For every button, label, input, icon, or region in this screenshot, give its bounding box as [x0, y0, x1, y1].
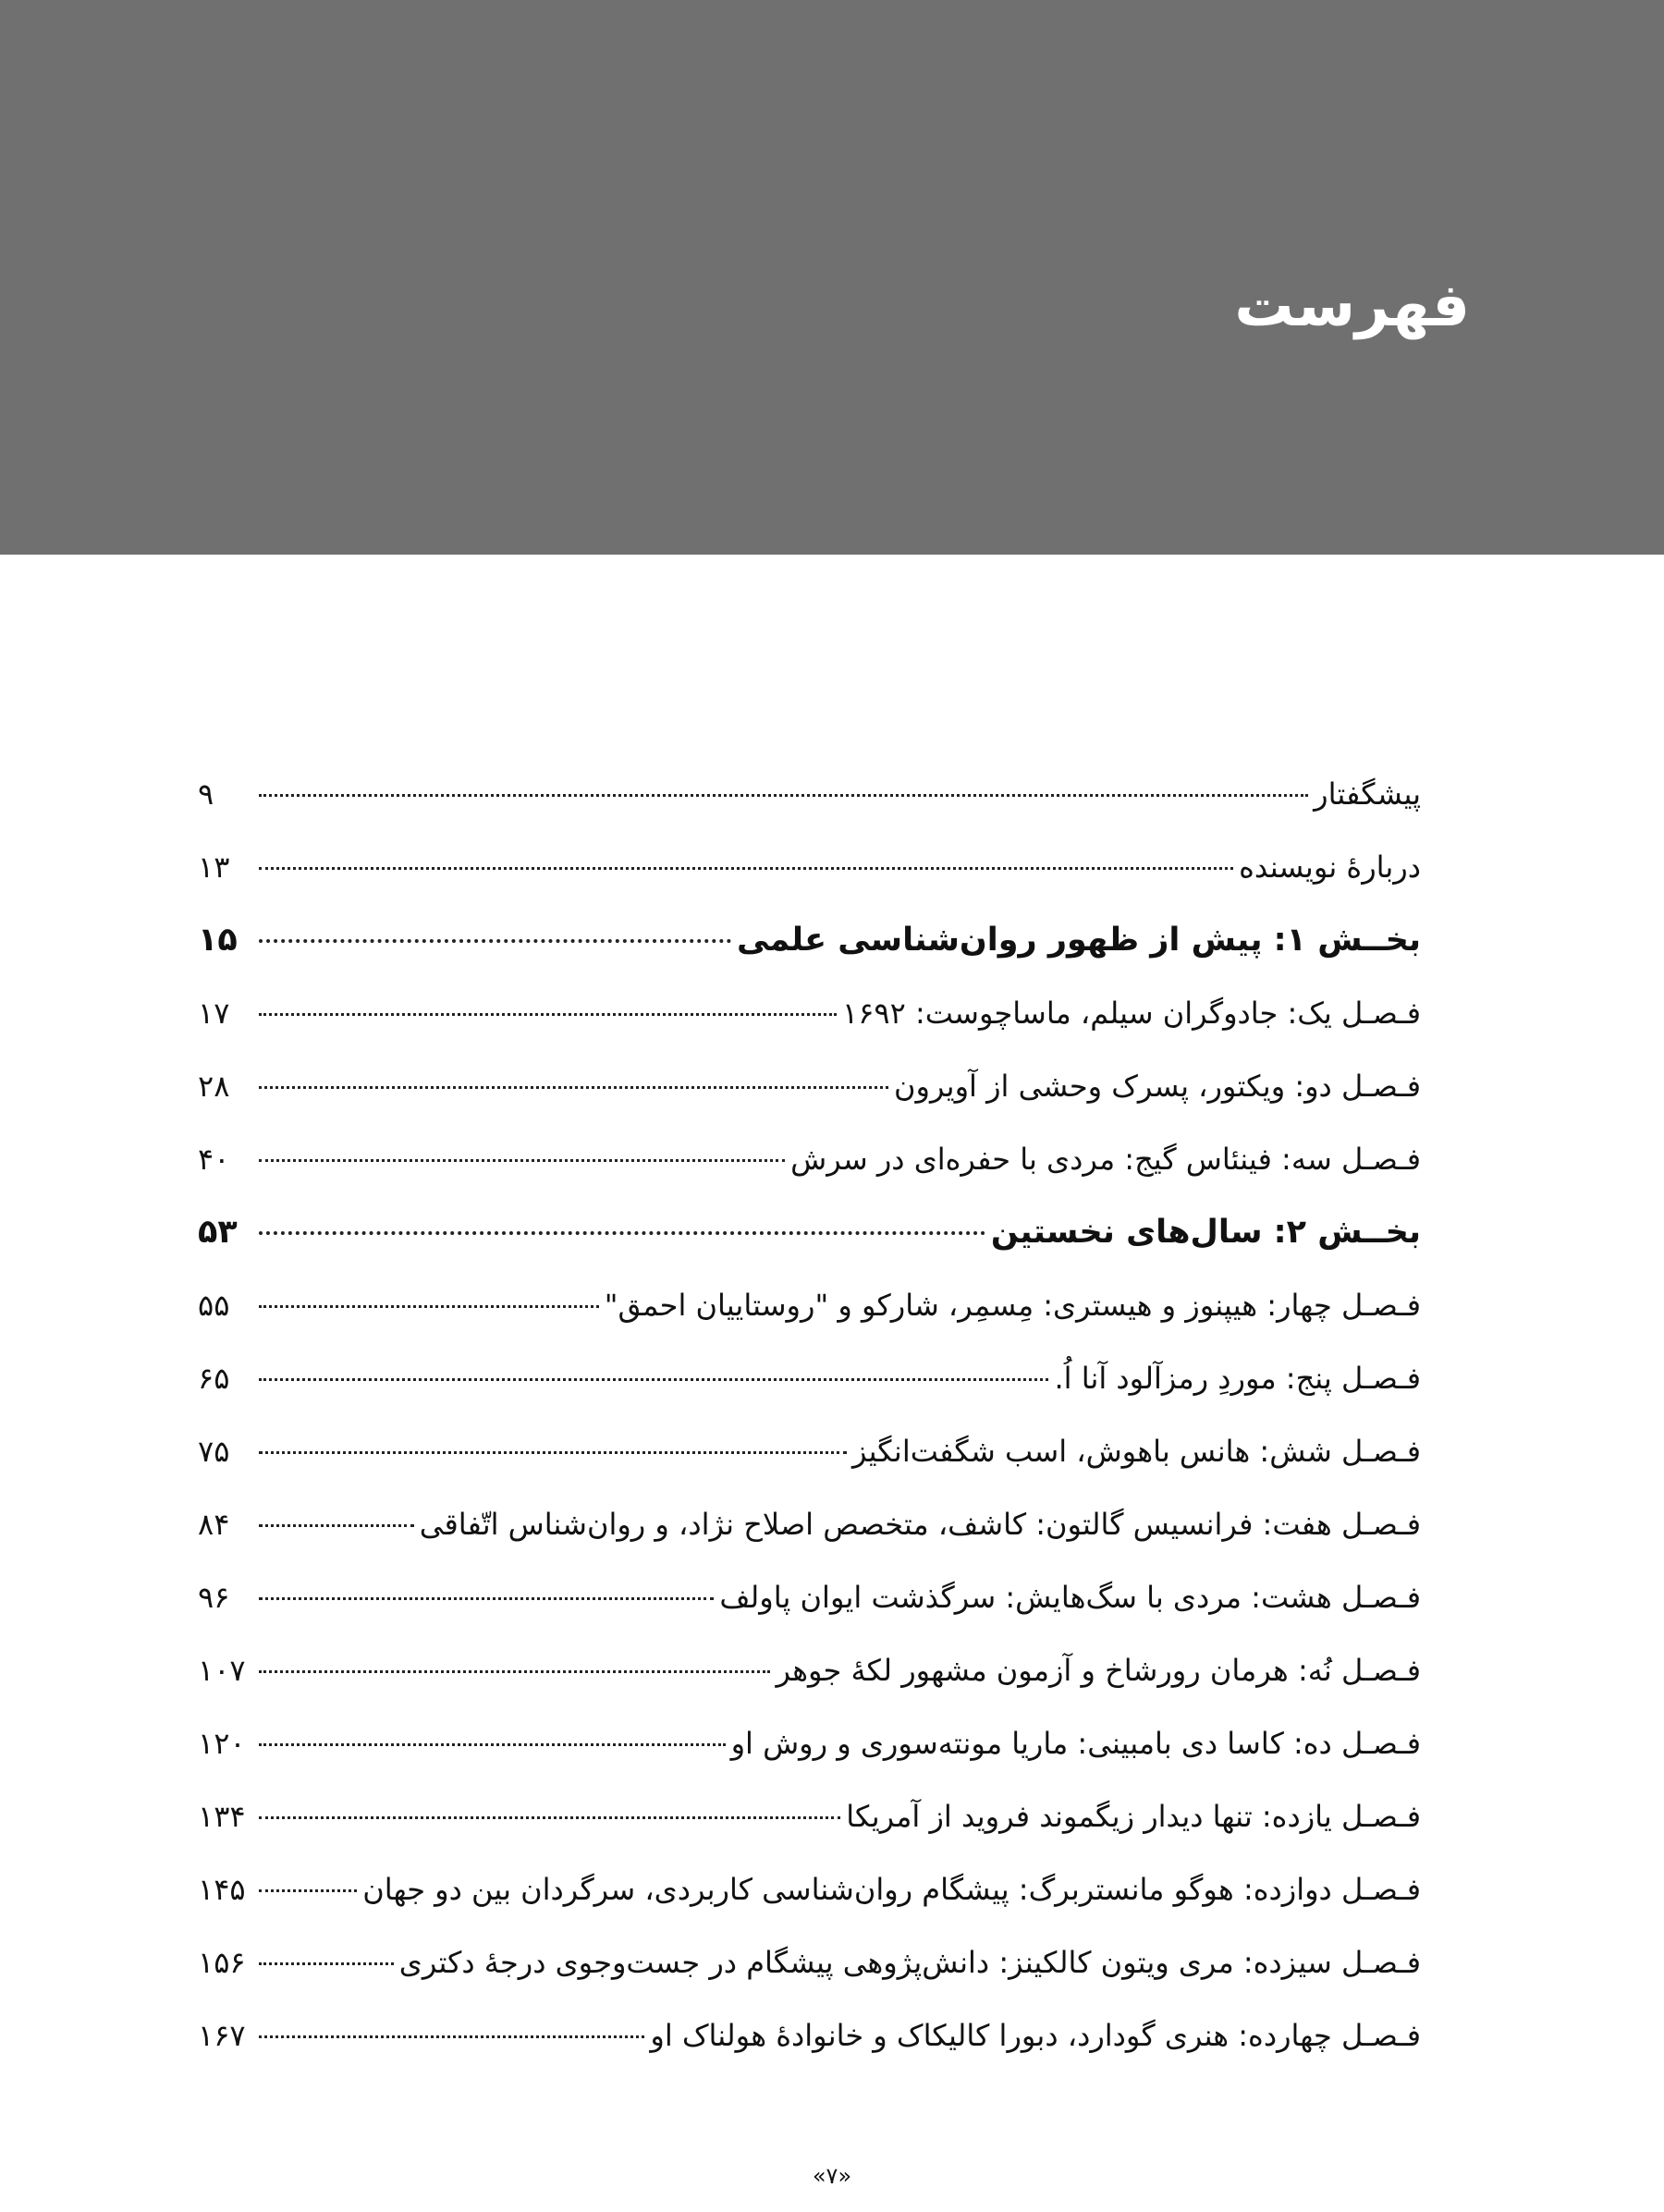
toc-entry-row[interactable]	[198, 1123, 1421, 1196]
toc-entry-row[interactable]	[198, 1415, 1421, 1488]
toc-page-number: ۷۵	[198, 1434, 230, 1469]
toc-dot-leader	[259, 1816, 840, 1819]
toc-entry-title: فـصـل دو: ویکتور، پسرک وحشی از آویرون	[894, 1069, 1421, 1104]
toc-entry-title: پیشگفتار	[1314, 776, 1421, 812]
toc-entry-title: فـصـل سیزده: مری ویتون کالکینز: دانش‌پژوهی پیشگام در جست‌وجوی درجهٔ دکتری	[398, 1945, 1421, 1980]
toc-page-number: ۱۵	[198, 922, 238, 959]
toc-page-number: ۱۰۷	[198, 1653, 246, 1688]
toc-dot-leader	[259, 939, 731, 943]
toc-page-number: ۶۵	[198, 1361, 230, 1396]
toc-entry-title: فـصـل یازده: تنها دیدار زیگموند فروید از آمریکا	[846, 1799, 1421, 1834]
toc-dot-leader	[259, 1378, 1048, 1381]
toc-page-number: ۱۲۰	[198, 1726, 246, 1761]
toc-dot-leader	[259, 1670, 770, 1673]
toc-entry-title: فـصـل سه: فینئاس گیج: مردی با حفره‌ای در سرش	[790, 1142, 1421, 1177]
toc-entry-title: فـصـل چهار: هیپنوز و هیستری: مِسمِر، شارکو و "روستاییان احمق"	[604, 1288, 1421, 1323]
toc-entry-row[interactable]	[198, 831, 1421, 904]
toc-dot-leader	[259, 1305, 599, 1308]
toc-dot-leader	[259, 1743, 726, 1746]
page-number: «۷»	[812, 2163, 852, 2189]
toc-entry-row[interactable]	[198, 758, 1421, 831]
toc-page-number: ۱۳۴	[198, 1799, 246, 1834]
table-of-contents	[198, 758, 1421, 2072]
toc-entry-title: دربارهٔ نویسنده	[1239, 849, 1421, 885]
toc-page-number: ۱۴۵	[198, 1872, 246, 1907]
toc-dot-leader	[259, 2035, 644, 2038]
toc-page-number: ۹	[198, 776, 214, 812]
toc-dot-leader	[259, 1231, 985, 1235]
toc-dot-leader	[259, 1524, 414, 1527]
toc-entry-row[interactable]	[198, 1050, 1421, 1123]
toc-page-number: ۱۳	[198, 849, 230, 885]
toc-entry-row[interactable]	[198, 1853, 1421, 1926]
toc-entry-row[interactable]	[198, 1707, 1421, 1780]
toc-dot-leader	[259, 1962, 394, 1965]
toc-dot-leader	[259, 1889, 357, 1892]
toc-dot-leader	[259, 1086, 888, 1089]
toc-entry-title: فـصـل شش: هانس باهوش، اسب شگفت‌انگیز	[851, 1434, 1421, 1469]
toc-page-number: ۲۸	[198, 1069, 230, 1104]
toc-entry-title: فـصـل دوازده: هوگو مانستربرگ: پیشگام روان‌شناسی کاربردی، سرگردان بین دو جهان	[362, 1872, 1421, 1907]
toc-part-row[interactable]	[198, 1196, 1421, 1269]
toc-entry-title: فـصـل ده: کاسا دی بامبینی: ماریا مونته‌سوری و روش او	[730, 1726, 1421, 1761]
toc-entry-row[interactable]	[198, 977, 1421, 1050]
toc-page-number: ۸۴	[198, 1507, 230, 1542]
toc-entry-title: فـصـل هشت: مردی با سگ‌هایش: سرگذشت ایوان پاولف	[719, 1580, 1421, 1615]
toc-entry-title: فـصـل نُه: هرمان رورشاخ و آزمون مشهور لکهٔ جوهر	[776, 1653, 1421, 1688]
toc-dot-leader	[259, 867, 1233, 870]
toc-entry-title: فـصـل پنج: موردِ رمزآلود آنا اُ.	[1054, 1361, 1421, 1396]
toc-page-number: ۹۶	[198, 1580, 230, 1615]
toc-entry-row[interactable]	[198, 1926, 1421, 1999]
toc-entry-row[interactable]	[198, 1342, 1421, 1415]
toc-entry-title: بخــش ۱: پیش از ظهور روان‌شناسی علمی	[737, 922, 1421, 959]
toc-page-number: ۵۳	[198, 1214, 238, 1251]
toc-part-row[interactable]	[198, 904, 1421, 977]
toc-entry-row[interactable]	[198, 1269, 1421, 1342]
toc-entry-row[interactable]	[198, 1634, 1421, 1707]
toc-page-number: ۴۰	[198, 1142, 230, 1177]
toc-entry-row[interactable]	[198, 1780, 1421, 1853]
toc-entry-row[interactable]	[198, 1999, 1421, 2072]
toc-dot-leader	[259, 794, 1308, 797]
toc-entry-title: فـصـل چهارده: هنری گودارد، دبورا کالیکاک و خانوادهٔ هولناک او	[650, 2018, 1421, 2053]
toc-dot-leader	[259, 1597, 714, 1600]
toc-page-number: ۵۵	[198, 1288, 230, 1323]
header-band	[0, 0, 1664, 555]
toc-dot-leader	[259, 1159, 785, 1162]
page-title: فهرست	[1234, 272, 1470, 340]
toc-page-number: ۱۷	[198, 996, 230, 1031]
toc-page-number: ۱۵۶	[198, 1945, 246, 1980]
toc-entry-row[interactable]	[198, 1561, 1421, 1634]
toc-entry-row[interactable]	[198, 1488, 1421, 1561]
toc-entry-title: بخــش ۲: سال‌های نخستین	[990, 1214, 1421, 1251]
toc-page-number: ۱۶۷	[198, 2018, 246, 2053]
toc-dot-leader	[259, 1451, 847, 1454]
toc-dot-leader	[259, 1013, 837, 1016]
toc-entry-title: فـصـل یک: جادوگران سیلم، ماساچوست: ۱۶۹۲	[842, 996, 1421, 1031]
toc-entry-title: فـصـل هفت: فرانسیس گالتون: کاشف، متخصص اصلاح نژاد، و روان‌شناس اتّفاقی	[419, 1507, 1421, 1542]
